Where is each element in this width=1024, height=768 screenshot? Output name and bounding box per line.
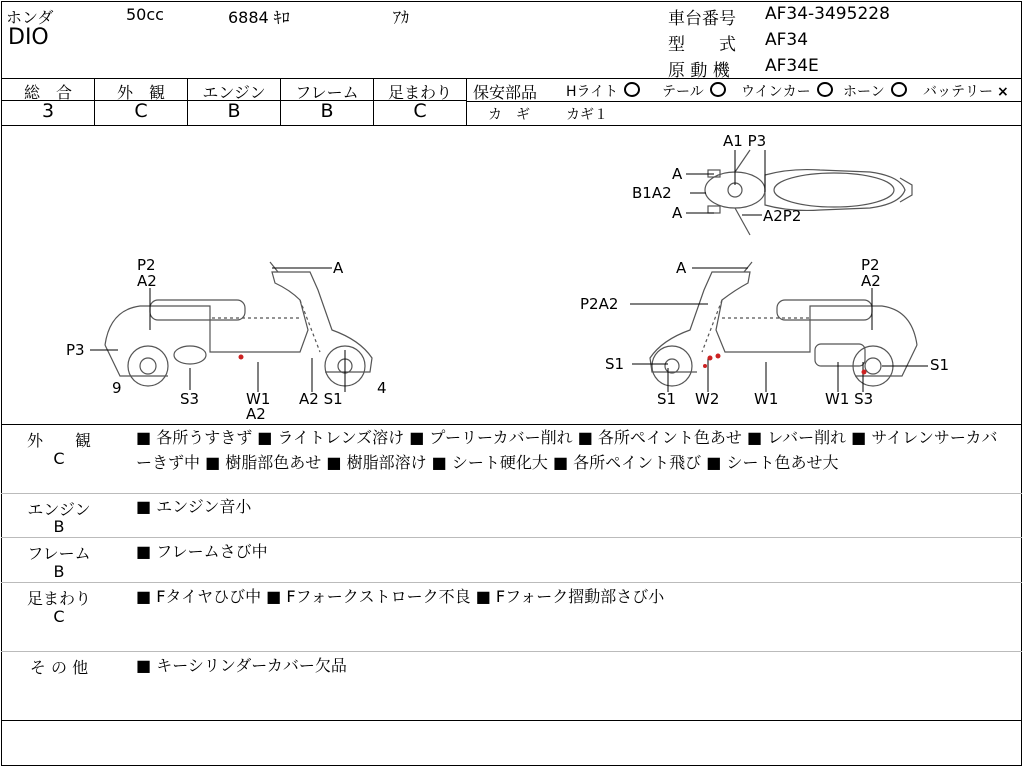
remark-other-label: そ の 他 xyxy=(29,658,89,677)
safety-headlight-label: Hライト xyxy=(566,84,619,100)
safety-winker xyxy=(741,81,833,101)
remark-frame-grade: B xyxy=(53,562,65,581)
diagram-label: P2A2 xyxy=(580,295,619,313)
divider xyxy=(1,582,1022,583)
grade-overall-label: 総 合 xyxy=(23,83,72,102)
diagram-label: A1 P3 xyxy=(723,132,767,150)
safety-title: 保安部品 xyxy=(473,83,538,102)
engine-value: AF34E xyxy=(765,56,819,76)
scooter-top-view xyxy=(705,150,912,235)
remark-suspension-grade: C xyxy=(53,607,65,626)
safety-winker-label: ウインカー xyxy=(741,84,811,100)
ok-circle-icon xyxy=(817,82,833,97)
divider xyxy=(466,78,467,125)
diagram-label: A xyxy=(676,259,687,277)
mileage: 6884 ｷﾛ xyxy=(228,8,290,27)
key-value: カギ１ xyxy=(566,107,608,123)
grade-overall-value: 3 xyxy=(41,100,55,122)
diagram-label: S1 xyxy=(605,355,625,373)
diagram-label: S1 xyxy=(657,390,677,408)
diagram-label: 4 xyxy=(377,379,387,397)
diagram-label: A xyxy=(333,259,344,277)
remark-frame-text: ■ フレームさび中 xyxy=(136,542,268,561)
diagram-label: A xyxy=(672,204,683,222)
type-label: 型 式 xyxy=(668,35,736,55)
diagram-label: P2 xyxy=(861,256,880,274)
damage-marks xyxy=(239,354,867,375)
divider xyxy=(1,125,1022,126)
remark-exterior-grade: C xyxy=(53,449,65,468)
grade-suspension-value: C xyxy=(413,100,427,122)
divider xyxy=(1,720,1022,721)
grade-exterior-value: C xyxy=(134,100,148,122)
ok-circle-icon xyxy=(624,82,640,97)
remark-suspension-label: 足まわり xyxy=(26,589,91,608)
maker: ホンダ xyxy=(6,8,54,27)
safety-horn xyxy=(843,81,907,101)
divider xyxy=(1,537,1022,538)
divider xyxy=(467,101,1022,102)
diagram-label: P2 xyxy=(137,256,156,274)
diagram-label: W1 S3 xyxy=(825,390,874,408)
grade-frame-label: フレーム xyxy=(295,83,359,102)
diagram-label: A2 S1 xyxy=(299,390,343,408)
remark-frame-label: フレーム xyxy=(27,544,91,563)
safety-battery xyxy=(923,81,1009,101)
diagram-label: A xyxy=(672,165,683,183)
grade-engine-label: エンジン xyxy=(202,83,266,102)
ng-cross-icon: × xyxy=(997,84,1009,100)
body-color: ｱｶ xyxy=(393,8,410,27)
remark-engine-label: エンジン xyxy=(27,500,91,519)
engine-label: 原 動 機 xyxy=(668,61,730,81)
frame-no-label: 車台番号 xyxy=(668,9,736,29)
safety-tail-label: テール xyxy=(662,84,704,100)
safety-battery-label: バッテリー xyxy=(923,84,993,100)
grade-suspension-label: 足まわり xyxy=(387,83,452,102)
diagram-label: 9 xyxy=(112,379,122,397)
diagram-label: S3 xyxy=(180,390,200,408)
remark-other-text: ■ キーシリンダーカバー欠品 xyxy=(136,656,347,675)
diagram-label: A2P2 xyxy=(763,207,802,225)
remark-exterior-label: 外 観 xyxy=(26,431,91,450)
safety-headlight xyxy=(566,81,640,101)
diagram-label: P3 xyxy=(66,341,85,359)
type-value: AF34 xyxy=(765,30,809,50)
diagram-label: B1A2 xyxy=(632,184,672,202)
remark-suspension-text: ■ Fタイヤひび中 ■ Fフォークストローク不良 ■ Fフォーク摺動部さび小 xyxy=(136,587,665,606)
safety-horn-label: ホーン xyxy=(843,84,885,100)
grade-engine-value: B xyxy=(227,100,241,122)
diagram-label: W1 xyxy=(754,390,779,408)
diagram-label: W2 xyxy=(695,390,720,408)
displacement: 50cc xyxy=(126,5,164,24)
remark-engine-grade: B xyxy=(53,517,65,536)
diagram-label: W1 xyxy=(246,390,271,408)
model-name: DIO xyxy=(8,25,49,50)
diagram-label: A2 xyxy=(137,272,157,290)
diagram-label: A2 xyxy=(861,272,881,290)
ok-circle-icon xyxy=(710,82,726,97)
frame-no: AF34-3495228 xyxy=(765,4,890,24)
ok-circle-icon xyxy=(891,82,907,97)
divider xyxy=(1,78,1022,79)
diagram-label: S1 xyxy=(930,356,950,374)
remark-exterior-text: ■ 各所うすきず ■ ライトレンズ溶け ■ プーリーカバー削れ ■ 各所ペイント色あせ ■ レバー削れ ■ サイレンサーカバーきず中 ■ 樹脂部色あせ ■ 樹脂部溶け ■ シート硬化大 ■ 各所ペイント飛び ■ シート色あせ大 xyxy=(136,428,998,472)
remark-engine-text: ■ エンジン音小 xyxy=(136,497,252,516)
divider xyxy=(1,651,1022,652)
key-label: カ ギ xyxy=(488,107,530,123)
damage-diagram xyxy=(2,127,1022,423)
diagram-label: A2 xyxy=(246,405,266,423)
grade-frame-value: B xyxy=(320,100,334,122)
grade-exterior-label: 外 観 xyxy=(116,83,165,102)
safety-tail xyxy=(662,81,726,101)
